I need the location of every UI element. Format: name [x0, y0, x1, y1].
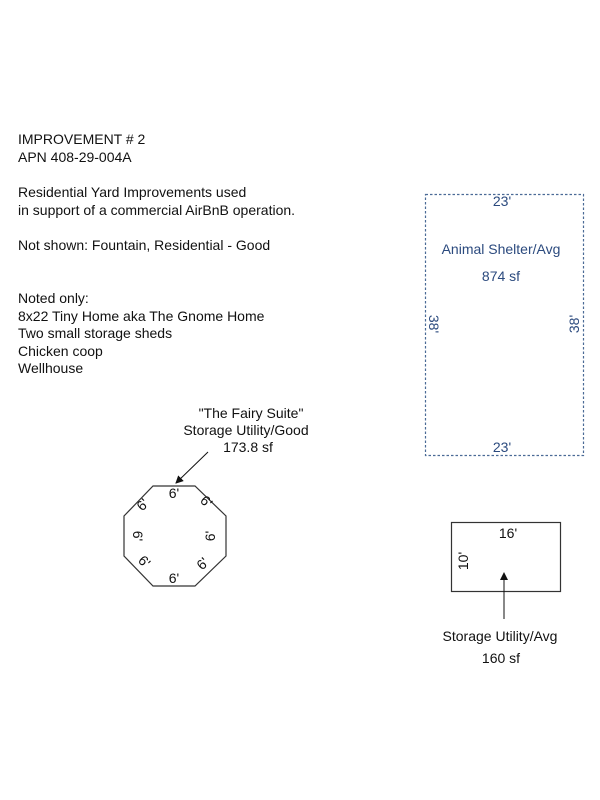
- animal-shelter-right-dim: 38': [566, 314, 582, 334]
- fairy-suite-pointer-arrow: [176, 452, 208, 483]
- octagon-side-top-right: 6': [197, 492, 216, 511]
- storage-utility-depth-dim: 10': [455, 551, 471, 571]
- description-line: Residential Yard Improvements used: [18, 184, 247, 200]
- octagon-side-bottom-right: 6': [193, 554, 212, 573]
- storage-utility-area: 160 sf: [481, 650, 521, 666]
- fairy-suite-area: 173.8 sf: [223, 439, 273, 455]
- improvement-title: IMPROVEMENT # 2: [18, 131, 146, 147]
- not-shown-text: Not shown: Fountain, Residential - Good: [18, 237, 271, 253]
- fairy-suite-name: "The Fairy Suite": [198, 405, 304, 421]
- octagon-side-bottom-left: 6': [135, 552, 154, 571]
- animal-shelter-outline[interactable]: [426, 195, 584, 456]
- octagon-side-bottom: 6': [168, 570, 180, 586]
- apn-number: APN 408-29-004A: [18, 148, 132, 165]
- storage-utility-label: Storage Utility/Avg: [442, 628, 558, 644]
- noted-only-heading: Noted only:: [18, 290, 89, 306]
- animal-shelter-top-dim: 23': [492, 193, 512, 209]
- noted-item: Wellhouse: [18, 360, 84, 377]
- noted-item: Chicken coop: [18, 342, 103, 359]
- noted-item: Two small storage sheds: [18, 325, 173, 342]
- fairy-suite[interactable]: [124, 405, 309, 586]
- octagon-side-left: 6': [130, 530, 146, 542]
- octagon-side-right: 6': [202, 530, 218, 542]
- animal-shelter-area: 874 sf: [481, 268, 521, 284]
- octagon-side-top: 6': [168, 485, 180, 501]
- noted-item: 8x22 Tiny Home aka The Gnome Home: [18, 307, 265, 324]
- fairy-suite-label: Storage Utility/Good: [183, 422, 309, 438]
- animal-shelter-left-dim: 38': [426, 314, 442, 334]
- octagon-side-top-left: 6': [133, 495, 152, 514]
- animal-shelter[interactable]: [426, 193, 584, 456]
- storage-utility[interactable]: [443, 523, 561, 667]
- animal-shelter-label: Animal Shelter/Avg: [441, 241, 561, 257]
- storage-utility-width-dim: 16': [498, 525, 518, 541]
- animal-shelter-bottom-dim: 23': [492, 439, 512, 455]
- description-line: in support of a commercial AirBnB operation.: [18, 201, 296, 218]
